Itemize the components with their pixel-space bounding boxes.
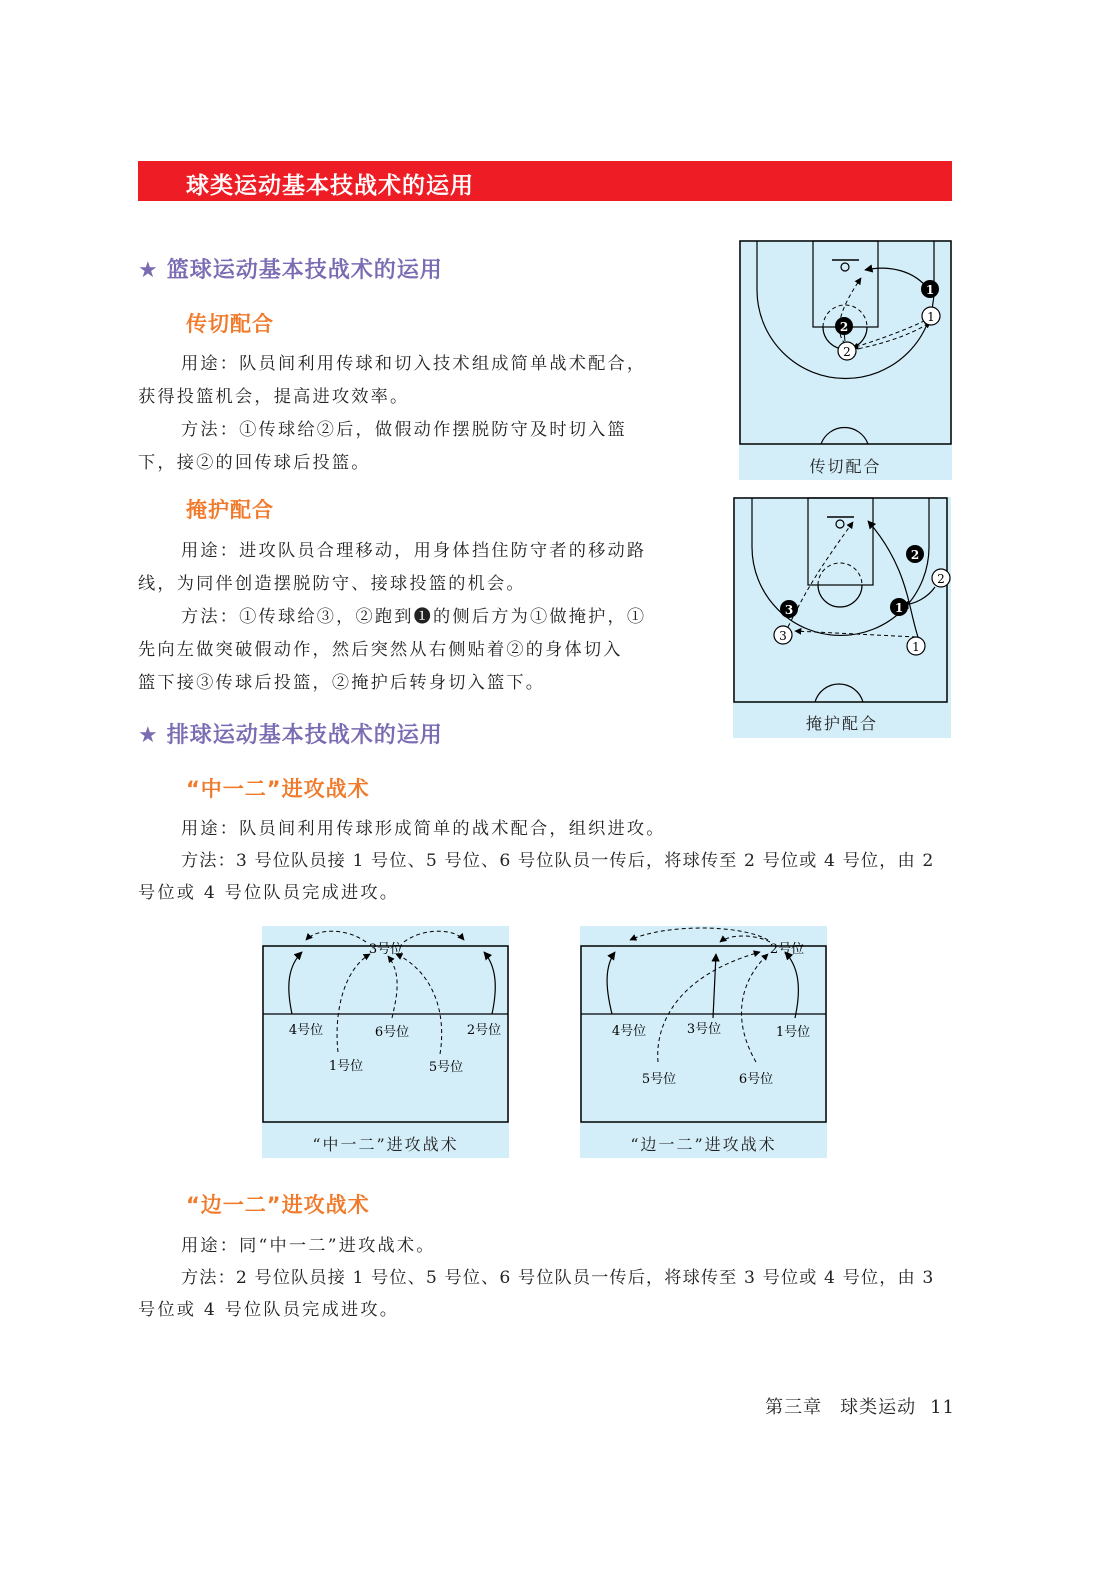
screen-title: 掩护配合: [186, 498, 274, 522]
star-icon: ★: [138, 258, 159, 283]
screen-caption: 掩护配合: [805, 714, 878, 733]
middle-attack-caption: “中一二”进攻战术: [312, 1135, 459, 1154]
position-label: 4号位: [288, 1023, 324, 1038]
marker-defender-1: 1: [894, 601, 904, 615]
pass-cut-line-1: 用途：队员间利用传球和切入技术组成简单战术配合，: [181, 354, 647, 374]
position-label: 5号位: [428, 1060, 464, 1075]
volleyball-heading-text: 排球运动基本技战术的运用: [166, 723, 443, 748]
screen-line-5: 篮下接③传球后投篮，②掩护后转身切入篮下。: [138, 673, 546, 693]
pass-cut-diagram: [739, 240, 952, 480]
marker-attacker-1: 1: [912, 640, 920, 654]
screen-line-4: 先向左做突破假动作，然后突然从右侧贴着②的身体切入: [138, 640, 623, 660]
side-attack-caption: “边一二”进攻战术: [630, 1135, 777, 1154]
marker-defender-2: 2: [910, 548, 920, 562]
screen-line-2: 线，为同伴创造摆脱防守、接球投篮的机会。: [138, 574, 526, 594]
side-line-1: 用途：同“中一二”进攻战术。: [181, 1236, 436, 1256]
position-label: 4号位: [611, 1024, 647, 1039]
middle-line-1: 用途：队员间利用传球形成简单的战术配合，组织进攻。: [181, 819, 666, 839]
screen-line-1: 用途：进攻队员合理移动，用身体挡住防守者的移动路: [181, 541, 647, 561]
marker-defender-2: 2: [839, 320, 849, 334]
position-label: 2号位: [466, 1023, 502, 1038]
position-label: 1号位: [328, 1059, 364, 1074]
position-label: 5号位: [641, 1072, 677, 1087]
screen-line-3: 方法：①传球给③，②跑到❶的侧后方为①做掩护，①: [181, 607, 647, 627]
side-attack-diagram: [580, 926, 827, 1158]
page-number: 11: [930, 1397, 955, 1418]
marker-defender-1: 1: [925, 283, 935, 297]
position-label: 2号位: [769, 942, 805, 957]
pass-cut-caption: 传切配合: [809, 457, 882, 476]
position-label: 6号位: [738, 1072, 774, 1087]
marker-attacker-3: 3: [779, 629, 787, 643]
side-title: “边一二”进攻战术: [186, 1193, 370, 1217]
marker-attacker-1: 1: [927, 310, 935, 324]
middle-line-2: 方法：3 号位队员接 1 号位、5 号位、6 号位队员一传后，将球传至 2 号位或 4 号位，由 2: [181, 851, 935, 871]
footer-section: 球类运动: [840, 1397, 917, 1418]
middle-line-3: 号位或 4 号位队员完成进攻。: [138, 883, 400, 903]
marker-attacker-2: 2: [843, 345, 851, 359]
pass-cut-title: 传切配合: [186, 312, 274, 336]
position-label: 3号位: [686, 1022, 722, 1037]
volleyball-heading: [138, 718, 443, 749]
page-footer: [765, 1393, 955, 1419]
pass-cut-line-3: 方法：①传球给②后，做假动作摆脱防守及时切入篮: [181, 420, 627, 440]
chapter-banner: [138, 161, 952, 201]
side-line-2: 方法：2 号位队员接 1 号位、5 号位、6 号位队员一传后，将球传至 3 号位或 4 号位，由 3: [181, 1268, 935, 1288]
marker-defender-3: 3: [784, 603, 794, 617]
position-label: 1号位: [775, 1025, 811, 1040]
middle-title: “中一二”进攻战术: [186, 777, 370, 801]
footer-chapter: 第三章: [765, 1397, 823, 1418]
basketball-heading: [138, 253, 443, 284]
side-line-3: 号位或 4 号位队员完成进攻。: [138, 1300, 400, 1320]
marker-attacker-2: 2: [937, 572, 945, 586]
banner-title: 球类运动基本技战术的运用: [186, 173, 474, 199]
position-label: 6号位: [374, 1025, 410, 1040]
basketball-heading-text: 篮球运动基本技战术的运用: [166, 258, 443, 283]
star-icon: ★: [138, 723, 159, 748]
pass-cut-line-2: 获得投篮机会，提高进攻效率。: [138, 387, 410, 407]
position-label: 3号位: [368, 942, 404, 957]
screen-diagram: [733, 497, 951, 738]
middle-attack-diagram: [262, 926, 509, 1158]
pass-cut-line-4: 下，接②的回传球后投篮。: [138, 453, 371, 473]
